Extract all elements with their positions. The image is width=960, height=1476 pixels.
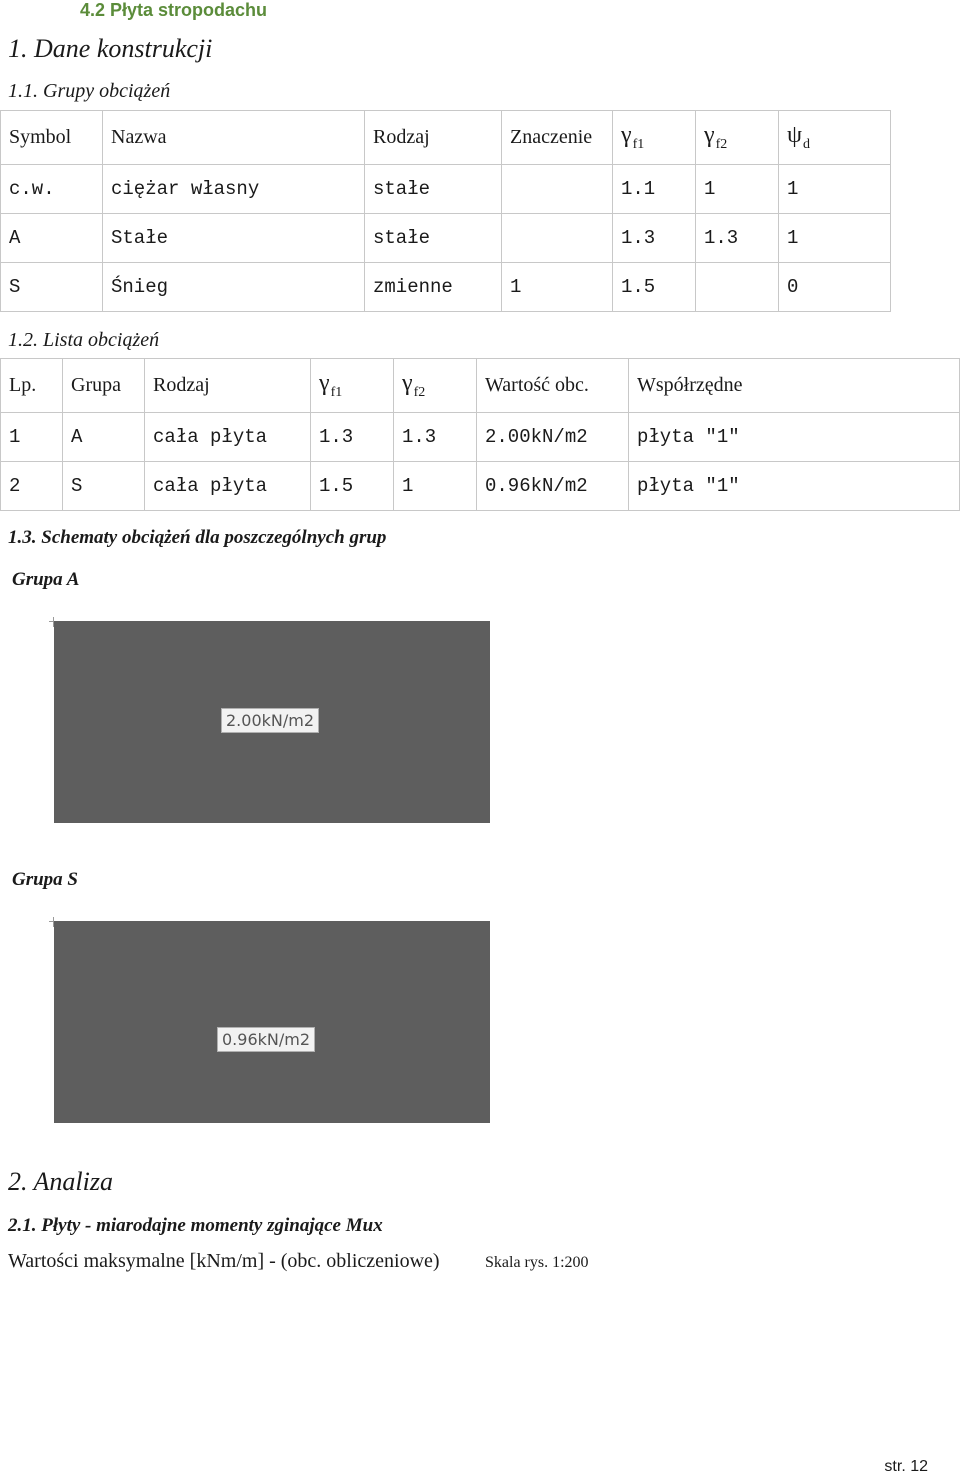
slab-panel-s bbox=[54, 921, 490, 1123]
cell-psi-d: 0 bbox=[779, 263, 891, 312]
cell-gamma-f1: 1.3 bbox=[311, 413, 394, 462]
scheme-title-a: Grupa A bbox=[12, 569, 80, 590]
cell-lp: 1 bbox=[1, 413, 63, 462]
cell-gamma-f2 bbox=[696, 263, 779, 312]
cell-value: 2.00kN/m2 bbox=[477, 413, 629, 462]
cell-gamma-f2: 1.3 bbox=[696, 214, 779, 263]
cell-kind: zmienne bbox=[365, 263, 502, 312]
scheme-title-s: Grupa S bbox=[12, 869, 78, 890]
cell-meaning bbox=[502, 165, 613, 214]
cell-symbol: A bbox=[1, 214, 103, 263]
cell-gamma-f1: 1.3 bbox=[613, 214, 696, 263]
load-label-a: 2.00kN/m2 bbox=[221, 708, 319, 733]
table-row bbox=[1, 214, 891, 263]
scale-caption: Skala rys. 1:200 bbox=[485, 1254, 589, 1271]
cell-kind: cała płyta bbox=[145, 413, 311, 462]
heading-momenty: 2.1. Płyty - miarodajne momenty zginające Mux bbox=[8, 1215, 383, 1236]
cell-lp: 2 bbox=[1, 462, 63, 511]
cell-coords: płyta "1" bbox=[629, 413, 960, 462]
heading-analiza: 2. Analiza bbox=[8, 1167, 113, 1196]
cell-name: Stałe bbox=[103, 214, 365, 263]
cell-gamma-f1: 1.1 bbox=[613, 165, 696, 214]
table-row bbox=[1, 165, 891, 214]
table-row bbox=[1, 263, 891, 312]
cell-psi-d: 1 bbox=[779, 165, 891, 214]
table-row bbox=[1, 413, 960, 462]
col-name: Nazwa bbox=[103, 111, 365, 165]
cell-kind: cała płyta bbox=[145, 462, 311, 511]
cell-group: A bbox=[63, 413, 145, 462]
section-heading: 4.2 Płyta stropodachu bbox=[80, 0, 268, 20]
col-value: Wartość obc. bbox=[477, 359, 629, 413]
cell-psi-d: 1 bbox=[779, 214, 891, 263]
col-kind: Rodzaj bbox=[145, 359, 311, 413]
heading-lista-obciazen: 1.2. Lista obciążeń bbox=[8, 329, 160, 351]
table-row bbox=[1, 462, 960, 511]
col-kind: Rodzaj bbox=[365, 111, 502, 165]
groups-table-header bbox=[1, 111, 891, 165]
cell-gamma-f2: 1.3 bbox=[394, 413, 477, 462]
cell-gamma-f1: 1.5 bbox=[311, 462, 394, 511]
cell-group: S bbox=[63, 462, 145, 511]
slab-panel-a bbox=[54, 621, 490, 823]
values-caption: Wartości maksymalne [kNm/m] - (obc. obliczeniowe) bbox=[8, 1250, 440, 1272]
cell-gamma-f2: 1 bbox=[394, 462, 477, 511]
col-psi-d: $\psi_d$ bbox=[779, 111, 891, 165]
col-coords: Współrzędne bbox=[629, 359, 960, 413]
heading-dane-konstrukcji: 1. Dane konstrukcji bbox=[8, 34, 213, 63]
col-gamma-f2: $\gamma_{f2}$ bbox=[696, 111, 779, 165]
cell-gamma-f2: 1 bbox=[696, 165, 779, 214]
col-gamma-f1: $\gamma_{f1}$ bbox=[613, 111, 696, 165]
cell-symbol: c.w. bbox=[1, 165, 103, 214]
cell-name: Śnieg bbox=[103, 263, 365, 312]
groups-table bbox=[0, 110, 891, 312]
col-symbol: Symbol bbox=[1, 111, 103, 165]
col-group: Grupa bbox=[63, 359, 145, 413]
cell-name: ciężar własny bbox=[103, 165, 365, 214]
heading-grupy-obciazen: 1.1. Grupy obciążeń bbox=[8, 80, 171, 102]
page-number: str. 12 bbox=[884, 1458, 928, 1475]
heading-schematy: 1.3. Schematy obciążeń dla poszczególnych grup bbox=[8, 527, 387, 548]
cell-symbol: S bbox=[1, 263, 103, 312]
cell-kind: stałe bbox=[365, 165, 502, 214]
load-label-s: 0.96kN/m2 bbox=[217, 1027, 315, 1052]
cell-coords: płyta "1" bbox=[629, 462, 960, 511]
col-gamma-f1: $\gamma_{f1}$ bbox=[311, 359, 394, 413]
loads-table-header bbox=[1, 359, 960, 413]
cell-meaning: 1 bbox=[502, 263, 613, 312]
col-meaning: Znaczenie bbox=[502, 111, 613, 165]
cell-meaning bbox=[502, 214, 613, 263]
col-lp: Lp. bbox=[1, 359, 63, 413]
cell-gamma-f1: 1.5 bbox=[613, 263, 696, 312]
cell-kind: stałe bbox=[365, 214, 502, 263]
cell-value: 0.96kN/m2 bbox=[477, 462, 629, 511]
col-gamma-f2: $\gamma_{f2}$ bbox=[394, 359, 477, 413]
loads-table bbox=[0, 358, 960, 511]
